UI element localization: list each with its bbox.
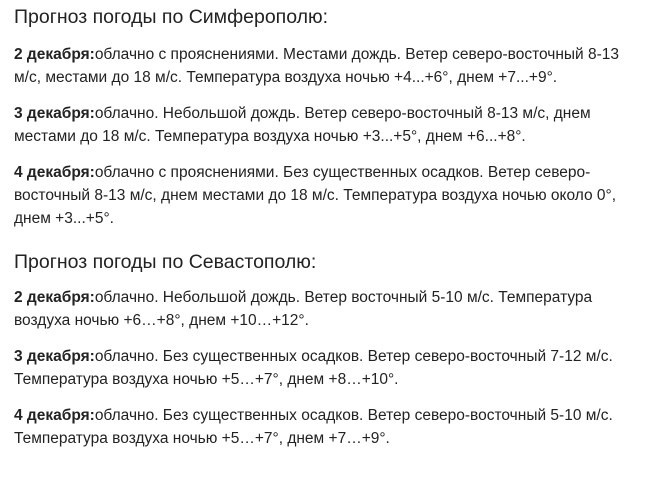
section-title: Прогноз погоды по Севастополю: bbox=[14, 251, 317, 273]
forecast-date: 2 декабря: bbox=[14, 289, 95, 306]
forecast-day bbox=[14, 345, 632, 391]
forecast-date: 3 декабря: bbox=[14, 348, 95, 365]
forecast-date: 4 декабря: bbox=[14, 407, 95, 424]
forecast-day bbox=[14, 404, 632, 450]
forecast-text: облачно с прояснениями. Местами дождь. Ветер северо-восточный 8-13 м/с, местами до 18 м/с. Температура воздуха ночью +4...+6°, днем +7...+9°. bbox=[14, 46, 620, 86]
section-title: Прогноз погоды по Симферополю: bbox=[14, 6, 329, 28]
forecast-text: облачно. Небольшой дождь. Ветер северо-восточный 8-13 м/с, днем местами до 18 м/с. Температура воздуха ночью +3...+5°, днем +6...+8°. bbox=[14, 105, 591, 145]
forecast-day bbox=[14, 43, 632, 89]
forecast-day bbox=[14, 102, 632, 148]
forecast-date: 4 декабря: bbox=[14, 164, 95, 181]
forecast-day bbox=[14, 286, 632, 332]
forecast-text: облачно. Без существенных осадков. Ветер северо-восточный 5-10 м/с. Температура воздуха ночью +5…+7°, днем +7…+9°. bbox=[14, 407, 613, 447]
forecast-date: 3 декабря: bbox=[14, 105, 95, 122]
sevastopol-forecast-section bbox=[14, 250, 632, 450]
forecast-text: облачно с прояснениями. Без существенных осадков. Ветер северо-восточный 8-13 м/с, днем местами до 18 м/с. Температура воздуха ночью около 0°, днем +3...+5°. bbox=[14, 164, 617, 227]
forecast-day bbox=[14, 161, 632, 230]
simferopol-forecast-section bbox=[14, 0, 632, 230]
forecast-text: облачно. Без существенных осадков. Ветер северо-восточный 7-12 м/с. Температура воздуха ночью +5…+7°, днем +8…+10°. bbox=[14, 348, 613, 388]
forecast-text: облачно. Небольшой дождь. Ветер восточный 5-10 м/с. Температура воздуха ночью +6…+8°, днем +10…+12°. bbox=[14, 289, 593, 329]
forecast-date: 2 декабря: bbox=[14, 46, 95, 63]
